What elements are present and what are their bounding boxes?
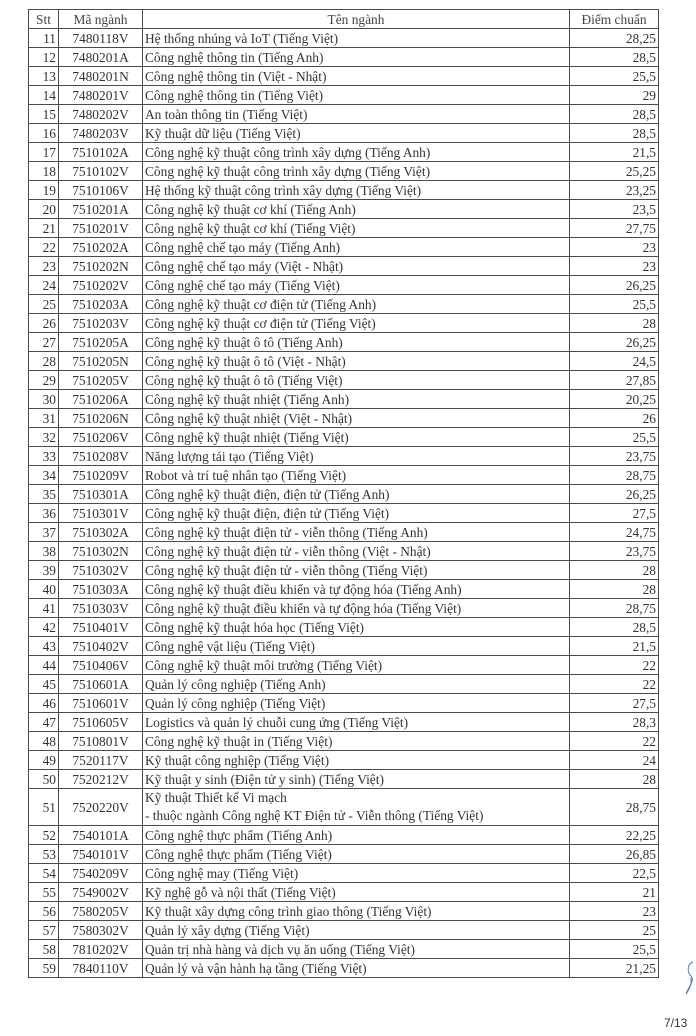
- cell-stt: 32: [29, 428, 59, 447]
- cell-ten-nganh: Kỹ thuật y sinh (Điện tử y sinh) (Tiếng Việt): [143, 770, 570, 789]
- table-row: [29, 959, 659, 978]
- cell-ma-nganh: 7510801V: [59, 732, 143, 751]
- cell-ma-nganh: 7510102V: [59, 162, 143, 181]
- cell-ma-nganh: 7510202N: [59, 257, 143, 276]
- cell-ma-nganh: 7510202V: [59, 276, 143, 295]
- cell-ten-nganh: Công nghệ kỹ thuật môi trường (Tiếng Việt): [143, 656, 570, 675]
- cell-diem-chuan: 22: [570, 732, 659, 751]
- table-row: [29, 238, 659, 257]
- cell-stt: 23: [29, 257, 59, 276]
- cell-ten-nganh: Năng lượng tái tạo (Tiếng Việt): [143, 447, 570, 466]
- table-row: [29, 523, 659, 542]
- cell-stt: 13: [29, 67, 59, 86]
- cell-stt: 38: [29, 542, 59, 561]
- cell-ma-nganh: 7480118V: [59, 29, 143, 48]
- table-row: [29, 314, 659, 333]
- table-row: [29, 618, 659, 637]
- cell-stt: 12: [29, 48, 59, 67]
- cell-diem-chuan: 24,5: [570, 352, 659, 371]
- cell-ma-nganh: 7580205V: [59, 902, 143, 921]
- cell-stt: 53: [29, 845, 59, 864]
- cell-stt: 47: [29, 713, 59, 732]
- cell-stt: 52: [29, 826, 59, 845]
- cell-stt: 25: [29, 295, 59, 314]
- cell-stt: 17: [29, 143, 59, 162]
- table-row: [29, 105, 659, 124]
- table-row: [29, 694, 659, 713]
- cell-ten-nganh: Công nghệ kỹ thuật ô tô (Tiếng Việt): [143, 371, 570, 390]
- cell-ma-nganh: 7480201V: [59, 86, 143, 105]
- cell-diem-chuan: 22: [570, 675, 659, 694]
- handwritten-initial-mark: [683, 960, 696, 996]
- cell-diem-chuan: 20,25: [570, 390, 659, 409]
- cell-ma-nganh: 7510605V: [59, 713, 143, 732]
- table-row: [29, 67, 659, 86]
- cell-stt: 39: [29, 561, 59, 580]
- table-row: [29, 485, 659, 504]
- cell-diem-chuan: 23: [570, 902, 659, 921]
- cell-diem-chuan: 25: [570, 921, 659, 940]
- cell-ma-nganh: 7540101V: [59, 845, 143, 864]
- cell-ten-nganh: Công nghệ vật liệu (Tiếng Việt): [143, 637, 570, 656]
- cell-ma-nganh: 7540101A: [59, 826, 143, 845]
- cell-ma-nganh: 7520212V: [59, 770, 143, 789]
- cell-diem-chuan: 25,25: [570, 162, 659, 181]
- cell-ten-nganh: Công nghệ kỹ thuật công trình xây dựng (Tiếng Việt): [143, 162, 570, 181]
- table-row: [29, 713, 659, 732]
- cell-stt: 35: [29, 485, 59, 504]
- cell-ten-nganh: [143, 789, 570, 826]
- cell-ten-nganh: An toàn thông tin (Tiếng Việt): [143, 105, 570, 124]
- cell-ma-nganh: 7510203A: [59, 295, 143, 314]
- cell-ten-nganh: Công nghệ kỹ thuật điều khiển và tự động hóa (Tiếng Việt): [143, 599, 570, 618]
- cell-diem-chuan: 28,75: [570, 599, 659, 618]
- table-row: [29, 409, 659, 428]
- cell-ten-nganh: Công nghệ kỹ thuật cơ điện tử (Tiếng Việt): [143, 314, 570, 333]
- cell-ten-nganh-line-2: - thuộc ngành Công nghệ KT Điện tử - Viễn thông (Tiếng Việt): [145, 808, 484, 823]
- cell-ten-nganh: Công nghệ kỹ thuật điện tử - viễn thông (Tiếng Việt): [143, 561, 570, 580]
- cell-stt: 44: [29, 656, 59, 675]
- cell-diem-chuan: 25,5: [570, 940, 659, 959]
- table-row: [29, 200, 659, 219]
- cell-ma-nganh: 7510205N: [59, 352, 143, 371]
- cell-ten-nganh: Quản lý công nghiệp (Tiếng Anh): [143, 675, 570, 694]
- admission-score-table: [28, 9, 659, 978]
- cell-ten-nganh: Công nghệ kỹ thuật điện tử - viễn thông (Tiếng Anh): [143, 523, 570, 542]
- cell-diem-chuan: 25,5: [570, 67, 659, 86]
- cell-ten-nganh: Công nghệ kỹ thuật hóa học (Tiếng Việt): [143, 618, 570, 637]
- table-row: [29, 390, 659, 409]
- cell-diem-chuan: 26,25: [570, 276, 659, 295]
- cell-ma-nganh: 7510202A: [59, 238, 143, 257]
- cell-ma-nganh: 7510301A: [59, 485, 143, 504]
- table-row: [29, 371, 659, 390]
- page-number: 7/13: [664, 1016, 688, 1030]
- cell-ten-nganh: Công nghệ kỹ thuật điện, điện tử (Tiếng Anh): [143, 485, 570, 504]
- cell-stt: 27: [29, 333, 59, 352]
- table-row: [29, 29, 659, 48]
- cell-ten-nganh: Công nghệ thực phẩm (Tiếng Việt): [143, 845, 570, 864]
- cell-ma-nganh: 7510206N: [59, 409, 143, 428]
- cell-ten-nganh: Kỹ nghệ gỗ và nội thất (Tiếng Việt): [143, 883, 570, 902]
- cell-ma-nganh: 7510206A: [59, 390, 143, 409]
- cell-ma-nganh: 7510205A: [59, 333, 143, 352]
- cell-ten-nganh: Công nghệ kỹ thuật cơ khí (Tiếng Anh): [143, 200, 570, 219]
- table-row: [29, 276, 659, 295]
- table-row: [29, 447, 659, 466]
- cell-ma-nganh: 7510206V: [59, 428, 143, 447]
- cell-diem-chuan: 25,5: [570, 295, 659, 314]
- cell-ten-nganh: Quản lý công nghiệp (Tiếng Việt): [143, 694, 570, 713]
- cell-stt: 50: [29, 770, 59, 789]
- table-row: [29, 561, 659, 580]
- cell-ten-nganh: Hệ thống nhúng và IoT (Tiếng Việt): [143, 29, 570, 48]
- table-row: [29, 902, 659, 921]
- cell-ma-nganh: 7510302A: [59, 523, 143, 542]
- table-row: [29, 466, 659, 485]
- cell-diem-chuan: 28,3: [570, 713, 659, 732]
- cell-stt: 26: [29, 314, 59, 333]
- cell-ma-nganh: 7510406V: [59, 656, 143, 675]
- header-ten-nganh: Tên ngành: [143, 10, 570, 29]
- cell-ma-nganh: 7510201V: [59, 219, 143, 238]
- cell-ma-nganh: 7510208V: [59, 447, 143, 466]
- cell-diem-chuan: 28,75: [570, 466, 659, 485]
- cell-stt: 41: [29, 599, 59, 618]
- cell-diem-chuan: 28,5: [570, 618, 659, 637]
- cell-ma-nganh: 7510401V: [59, 618, 143, 637]
- cell-stt: 55: [29, 883, 59, 902]
- cell-ten-nganh: Công nghệ thực phẩm (Tiếng Anh): [143, 826, 570, 845]
- cell-diem-chuan: 28,75: [570, 789, 659, 826]
- table-row: [29, 580, 659, 599]
- table-row: [29, 257, 659, 276]
- table-row: [29, 333, 659, 352]
- table-row: [29, 637, 659, 656]
- table-row: [29, 656, 659, 675]
- table-row: [29, 599, 659, 618]
- cell-stt: 30: [29, 390, 59, 409]
- cell-ma-nganh: 7510601A: [59, 675, 143, 694]
- cell-diem-chuan: 28,5: [570, 48, 659, 67]
- table-row: [29, 770, 659, 789]
- cell-ma-nganh: 7810202V: [59, 940, 143, 959]
- cell-ten-nganh-line-1: Kỹ thuật Thiết kế Vi mạch: [145, 790, 287, 805]
- cell-stt: 43: [29, 637, 59, 656]
- cell-ma-nganh: 7540209V: [59, 864, 143, 883]
- cell-diem-chuan: 25,5: [570, 428, 659, 447]
- cell-ma-nganh: 7520117V: [59, 751, 143, 770]
- cell-ten-nganh: Công nghệ chế tạo máy (Tiếng Anh): [143, 238, 570, 257]
- cell-ten-nganh: Công nghệ kỹ thuật điện, điện tử (Tiếng Việt): [143, 504, 570, 523]
- table-row: [29, 86, 659, 105]
- table-row: [29, 845, 659, 864]
- table-row: [29, 181, 659, 200]
- cell-stt: 49: [29, 751, 59, 770]
- cell-stt: 54: [29, 864, 59, 883]
- cell-stt: 56: [29, 902, 59, 921]
- table-row: [29, 883, 659, 902]
- cell-stt: 36: [29, 504, 59, 523]
- cell-stt: 51: [29, 789, 59, 826]
- cell-ten-nganh: Công nghệ chế tạo máy (Tiếng Việt): [143, 276, 570, 295]
- cell-diem-chuan: 23: [570, 238, 659, 257]
- cell-ten-nganh: Công nghệ kỹ thuật cơ khí (Tiếng Việt): [143, 219, 570, 238]
- cell-ten-nganh: Robot và trí tuệ nhân tạo (Tiếng Việt): [143, 466, 570, 485]
- cell-diem-chuan: 26: [570, 409, 659, 428]
- cell-diem-chuan: 24: [570, 751, 659, 770]
- cell-ten-nganh: Công nghệ kỹ thuật nhiệt (Tiếng Việt): [143, 428, 570, 447]
- cell-ma-nganh: 7510106V: [59, 181, 143, 200]
- cell-ten-nganh: Công nghệ kỹ thuật điện tử - viễn thông (Việt - Nhật): [143, 542, 570, 561]
- table-row: [29, 162, 659, 181]
- cell-diem-chuan: 28: [570, 561, 659, 580]
- cell-diem-chuan: 27,85: [570, 371, 659, 390]
- cell-ma-nganh: 7510209V: [59, 466, 143, 485]
- cell-diem-chuan: 28,25: [570, 29, 659, 48]
- cell-diem-chuan: 23,25: [570, 181, 659, 200]
- table-row: [29, 921, 659, 940]
- cell-ma-nganh: 7480203V: [59, 124, 143, 143]
- cell-ma-nganh: 7510303A: [59, 580, 143, 599]
- header-stt: Stt: [29, 10, 59, 29]
- cell-ma-nganh: 7510302N: [59, 542, 143, 561]
- cell-diem-chuan: 28,5: [570, 105, 659, 124]
- cell-ma-nganh: 7510402V: [59, 637, 143, 656]
- cell-diem-chuan: 23,75: [570, 447, 659, 466]
- cell-ten-nganh: Công nghệ kỹ thuật ô tô (Việt - Nhật): [143, 352, 570, 371]
- cell-stt: 22: [29, 238, 59, 257]
- table-row: [29, 789, 659, 826]
- cell-stt: 48: [29, 732, 59, 751]
- cell-ten-nganh: Công nghệ kỹ thuật in (Tiếng Việt): [143, 732, 570, 751]
- cell-ma-nganh: 7840110V: [59, 959, 143, 978]
- table-header-row: [29, 10, 659, 29]
- cell-diem-chuan: 23: [570, 257, 659, 276]
- cell-diem-chuan: 24,75: [570, 523, 659, 542]
- cell-diem-chuan: 23,5: [570, 200, 659, 219]
- table-body: [29, 29, 659, 978]
- table-row: [29, 428, 659, 447]
- cell-stt: 19: [29, 181, 59, 200]
- cell-diem-chuan: 26,85: [570, 845, 659, 864]
- cell-ma-nganh: 7520220V: [59, 789, 143, 826]
- cell-stt: 24: [29, 276, 59, 295]
- cell-ten-nganh: Công nghệ kỹ thuật điều khiển và tự động hóa (Tiếng Anh): [143, 580, 570, 599]
- cell-ten-nganh: Hệ thống kỹ thuật công trình xây dựng (Tiếng Việt): [143, 181, 570, 200]
- cell-ten-nganh: Công nghệ may (Tiếng Việt): [143, 864, 570, 883]
- cell-stt: 21: [29, 219, 59, 238]
- cell-diem-chuan: 23,75: [570, 542, 659, 561]
- cell-stt: 34: [29, 466, 59, 485]
- cell-diem-chuan: 29: [570, 86, 659, 105]
- cell-ten-nganh: Công nghệ kỹ thuật cơ điện tử (Tiếng Anh): [143, 295, 570, 314]
- cell-ten-nganh: Công nghệ chế tạo máy (Việt - Nhật): [143, 257, 570, 276]
- cell-stt: 31: [29, 409, 59, 428]
- cell-ten-nganh: Kỹ thuật xây dựng công trình giao thông (Tiếng Việt): [143, 902, 570, 921]
- table-row: [29, 504, 659, 523]
- cell-diem-chuan: 28: [570, 770, 659, 789]
- table-row: [29, 542, 659, 561]
- cell-diem-chuan: 27,5: [570, 694, 659, 713]
- cell-stt: 45: [29, 675, 59, 694]
- cell-diem-chuan: 28: [570, 314, 659, 333]
- table-row: [29, 940, 659, 959]
- cell-diem-chuan: 26,25: [570, 333, 659, 352]
- cell-ten-nganh: Kỹ thuật dữ liệu (Tiếng Việt): [143, 124, 570, 143]
- cell-ma-nganh: 7510301V: [59, 504, 143, 523]
- cell-diem-chuan: 22,25: [570, 826, 659, 845]
- cell-ten-nganh: Công nghệ thông tin (Việt - Nhật): [143, 67, 570, 86]
- cell-stt: 11: [29, 29, 59, 48]
- cell-stt: 14: [29, 86, 59, 105]
- cell-ten-nganh: Công nghệ kỹ thuật ô tô (Tiếng Anh): [143, 333, 570, 352]
- cell-ten-nganh: Công nghệ kỹ thuật nhiệt (Việt - Nhật): [143, 409, 570, 428]
- table-row: [29, 352, 659, 371]
- table-row: [29, 219, 659, 238]
- table-row: [29, 751, 659, 770]
- cell-stt: 33: [29, 447, 59, 466]
- cell-diem-chuan: 26,25: [570, 485, 659, 504]
- cell-diem-chuan: 28: [570, 580, 659, 599]
- cell-stt: 16: [29, 124, 59, 143]
- cell-stt: 37: [29, 523, 59, 542]
- cell-stt: 59: [29, 959, 59, 978]
- cell-stt: 58: [29, 940, 59, 959]
- cell-diem-chuan: 21,5: [570, 143, 659, 162]
- cell-diem-chuan: 27,75: [570, 219, 659, 238]
- table-row: [29, 295, 659, 314]
- table-row: [29, 48, 659, 67]
- cell-diem-chuan: 22: [570, 656, 659, 675]
- cell-stt: 28: [29, 352, 59, 371]
- header-ma-nganh: Mã ngành: [59, 10, 143, 29]
- cell-stt: 42: [29, 618, 59, 637]
- table-row: [29, 675, 659, 694]
- cell-diem-chuan: 21,5: [570, 637, 659, 656]
- cell-stt: 57: [29, 921, 59, 940]
- cell-ma-nganh: 7510102A: [59, 143, 143, 162]
- cell-ma-nganh: 7510303V: [59, 599, 143, 618]
- table-row: [29, 124, 659, 143]
- cell-ma-nganh: 7480201N: [59, 67, 143, 86]
- cell-diem-chuan: 28,5: [570, 124, 659, 143]
- cell-ten-nganh: Công nghệ kỹ thuật công trình xây dựng (Tiếng Anh): [143, 143, 570, 162]
- cell-stt: 20: [29, 200, 59, 219]
- cell-ma-nganh: 7480202V: [59, 105, 143, 124]
- table-row: [29, 864, 659, 883]
- cell-ma-nganh: 7480201A: [59, 48, 143, 67]
- cell-diem-chuan: 21,25: [570, 959, 659, 978]
- cell-ten-nganh: Kỹ thuật công nghiệp (Tiếng Việt): [143, 751, 570, 770]
- cell-ten-nganh: Công nghệ thông tin (Tiếng Việt): [143, 86, 570, 105]
- cell-ma-nganh: 7549002V: [59, 883, 143, 902]
- cell-diem-chuan: 22,5: [570, 864, 659, 883]
- header-diem-chuan: Điểm chuẩn: [570, 10, 659, 29]
- table-row: [29, 732, 659, 751]
- cell-stt: 29: [29, 371, 59, 390]
- cell-ten-nganh: Quản trị nhà hàng và dịch vụ ăn uống (Tiếng Việt): [143, 940, 570, 959]
- cell-ma-nganh: 7510302V: [59, 561, 143, 580]
- cell-stt: 18: [29, 162, 59, 181]
- cell-ma-nganh: 7580302V: [59, 921, 143, 940]
- cell-ten-nganh: Logistics và quản lý chuỗi cung ứng (Tiếng Việt): [143, 713, 570, 732]
- table-row: [29, 826, 659, 845]
- cell-ten-nganh: Quản lý và vận hành hạ tầng (Tiếng Việt): [143, 959, 570, 978]
- cell-ma-nganh: 7510203V: [59, 314, 143, 333]
- cell-stt: 40: [29, 580, 59, 599]
- cell-diem-chuan: 21: [570, 883, 659, 902]
- cell-ten-nganh: Công nghệ thông tin (Tiếng Anh): [143, 48, 570, 67]
- cell-diem-chuan: 27,5: [570, 504, 659, 523]
- cell-ten-nganh: Công nghệ kỹ thuật nhiệt (Tiếng Anh): [143, 390, 570, 409]
- cell-ma-nganh: 7510201A: [59, 200, 143, 219]
- cell-stt: 15: [29, 105, 59, 124]
- table-row: [29, 143, 659, 162]
- cell-ten-nganh: Quản lý xây dựng (Tiếng Việt): [143, 921, 570, 940]
- cell-ma-nganh: 7510601V: [59, 694, 143, 713]
- cell-stt: 46: [29, 694, 59, 713]
- cell-ma-nganh: 7510205V: [59, 371, 143, 390]
